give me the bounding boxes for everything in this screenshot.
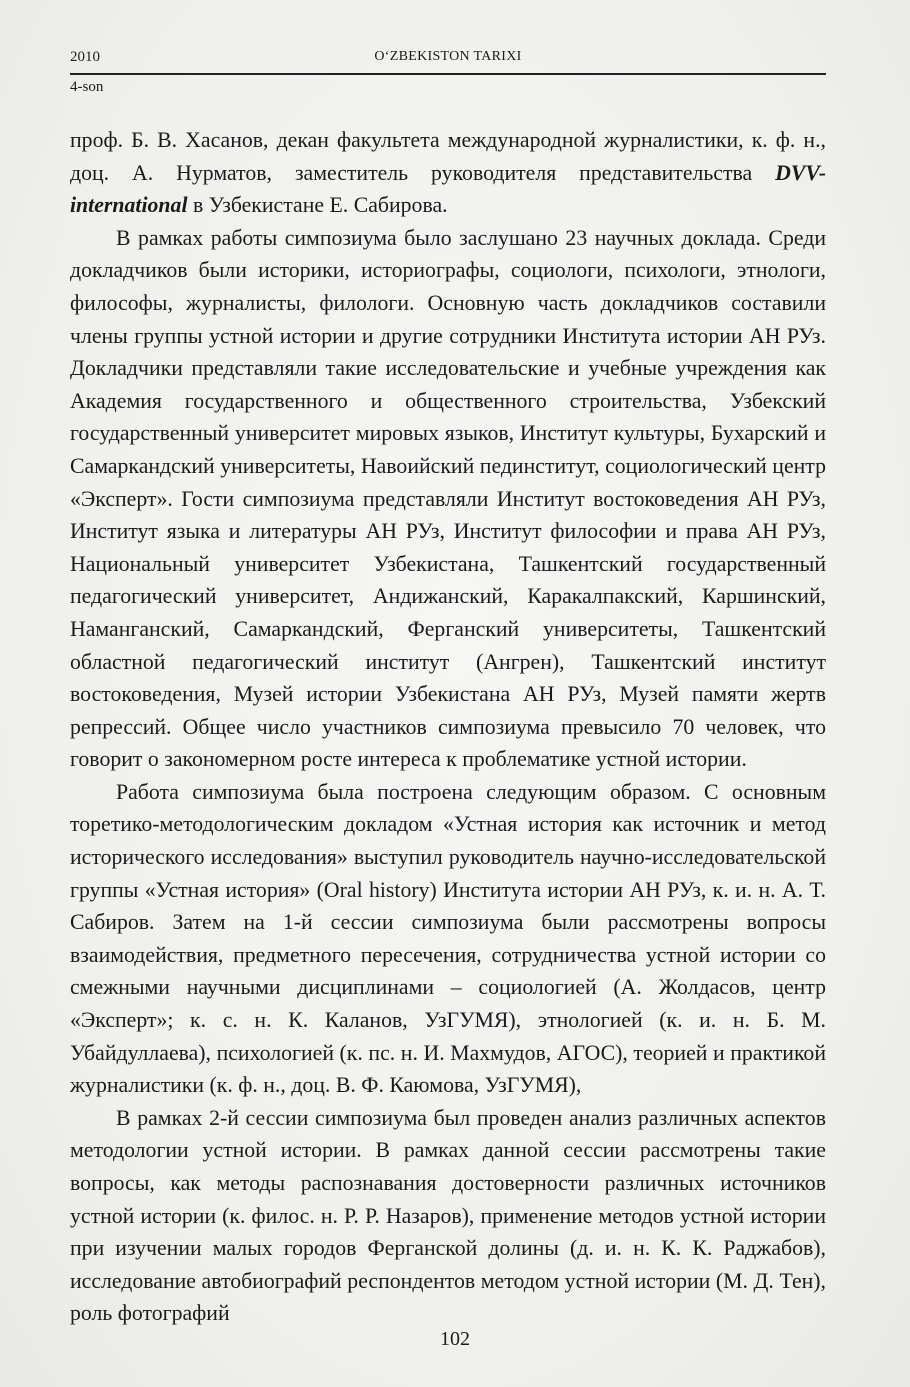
body-text [70,124,826,1330]
paragraph-3: Работа симпозиума была построена следующим образом. С основным торетико-методологическим докладом «Устная история как источник и метод исторического исследования» выступил руководитель научно-исследовательской группы «Устная история» (Oral history) Института истории АН РУз, к. и. н. А. Т. Сабиров. Затем на 1-й сессии симпозиума были рассмотрены вопросы взаимодействия, предметного пересечения, сотрудничества устной истории со смежными научными дисциплинами – социологией (А. Жолдасов, центр «Эксперт»; к. с. н. К. Каланов, УзГУМЯ), этнологией (к. и. н. Б. М. Убайдуллаева), психологией (к. пс. н. И. Махмудов, АГОС), теорией и практикой журналистики (к. ф. н., доц. В. Ф. Каюмова, УзГУМЯ), [70,779,826,1098]
paragraph-1-text-end: в Узбекистане Е. Сабирова. [187,193,448,218]
page-number: 102 [440,1328,470,1350]
header-journal-title: O‘ZBEKISTON TARIXI [374,49,522,64]
paragraph-1-text-start: проф. Б. В. Хасанов, декан факультета международной журналистики, к. ф. н., доц. А. Нурматов, заместитель руководителя представительства [70,128,826,185]
paragraph-2: В рамках работы симпозиума было заслушано 23 научных доклада. Среди докладчиков были историки, историографы, социологи, психологи, этнологи, философы, журналисты, филологи. Основную часть докладчиков составили члены группы устной истории и другие сотрудники Института истории АН РУз. Докладчики представляли такие исследовательские и учебные учреждения как Академия государственного и общественного строительства, Узбекский государственный университет мировых языков, Институт культуры, Бухарский и Самаркандский университеты, Навоийский пединститут, социологический центр «Эксперт». Гости симпозиума представляли Институт востоковедения АН РУз, Институт языка и литературы АН РУз, Институт философии и права АН РУз, Национальный университет Узбекистана, Ташкентский государственный педагогический университет, Андижанский, Каракалпакский, Каршинский, Наманганский, Самаркандский, Ферганский университеты, Ташкентский областной педагогический институт (Ангрен), Ташкентский институт востоковедения, Музей истории Узбекистана АН РУз, Музей памяти жертв репрессий. Общее число участников симпозиума превысило 70 человек, что говорит о закономерном росте интереса к проблематике устной истории. [70,225,826,772]
header-issue: 4-son [70,79,104,95]
header-year: 2010 [70,49,100,65]
organization-name: DVV-international [70,160,826,218]
paragraph-4: В рамках 2-й сессии симпозиума был проведен анализ различных аспектов методологии устной истории. В рамках данной сессии рассмотрены такие вопросы, как методы распознавания достоверности различных источников устной истории (к. филос. н. Р. Р. Назаров), применение методов устной истории при изучении малых городов Ферганской долины (д. и. н. К. К. Раджабов), исследование автобиографий респондентов методом устной истории (М. Д. Тен), роль фотографий [70,1105,826,1326]
paragraph-1 [70,124,826,222]
running-head [70,48,826,95]
header-rule [70,73,826,75]
